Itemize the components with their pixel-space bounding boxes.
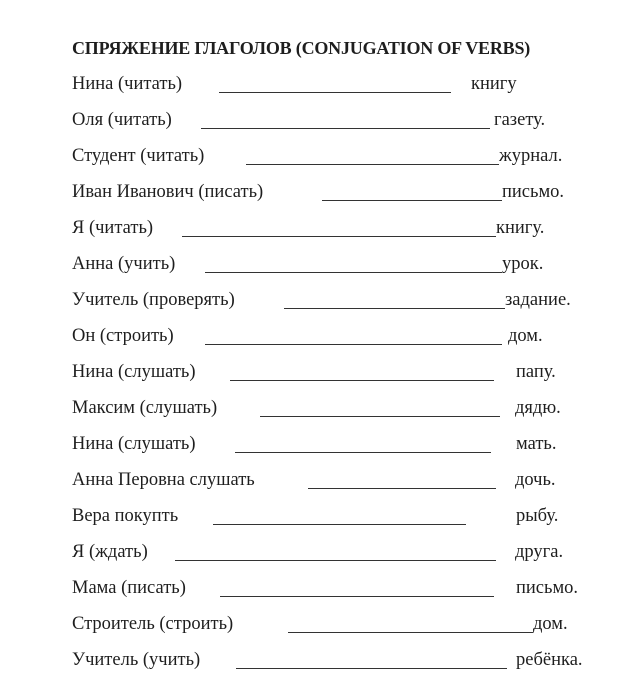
answer-blank[interactable]	[230, 380, 494, 381]
exercise-row	[72, 542, 632, 566]
answer-blank[interactable]	[288, 632, 533, 633]
answer-blank[interactable]	[182, 236, 496, 237]
subject-text: Он (строить)	[72, 326, 174, 346]
answer-blank[interactable]	[201, 128, 490, 129]
exercise-row	[72, 578, 632, 602]
object-text: мать.	[516, 434, 557, 454]
exercise-row	[72, 182, 632, 206]
subject-text: Максим (слушать)	[72, 398, 218, 418]
exercise-row	[72, 254, 632, 278]
object-text: урок.	[502, 254, 544, 274]
object-text: книгу	[471, 74, 517, 94]
object-text: дочь.	[515, 470, 556, 490]
subject-text: Мама (писать)	[72, 578, 186, 598]
exercise-row	[72, 506, 632, 530]
subject-text: Строитель (строить)	[72, 614, 234, 634]
object-text: задание.	[505, 290, 571, 310]
subject-text: Я (ждать)	[72, 542, 148, 562]
exercise-row	[72, 362, 632, 386]
object-text: рыбу.	[516, 506, 559, 526]
exercise-row	[72, 146, 632, 170]
subject-text: Вера покупть	[72, 506, 179, 526]
answer-blank[interactable]	[219, 92, 451, 93]
exercise-row	[72, 434, 632, 458]
answer-blank[interactable]	[205, 344, 502, 345]
subject-text: Учитель (проверять)	[72, 290, 235, 310]
exercise-row	[72, 74, 632, 98]
subject-text: Иван Иванович (писать)	[72, 182, 264, 202]
subject-text: Анна (учить)	[72, 254, 176, 274]
exercise-row	[72, 614, 632, 638]
exercise-row	[72, 398, 632, 422]
subject-text: Я (читать)	[72, 218, 154, 238]
subject-text: Нина (читать)	[72, 74, 183, 94]
object-text: друга.	[515, 542, 564, 562]
answer-blank[interactable]	[322, 200, 502, 201]
object-text: папу.	[516, 362, 556, 382]
answer-blank[interactable]	[236, 668, 507, 669]
answer-blank[interactable]	[205, 272, 502, 273]
exercise-row	[72, 218, 632, 242]
answer-blank[interactable]	[308, 488, 496, 489]
object-text: письмо.	[502, 182, 565, 202]
object-text: дом.	[533, 614, 568, 634]
answer-blank[interactable]	[235, 452, 491, 453]
subject-text: Анна Перовна слушать	[72, 470, 255, 490]
subject-text: Нина (слушать)	[72, 434, 196, 454]
object-text: книгу.	[496, 218, 545, 238]
object-text: ребёнка.	[516, 650, 583, 670]
object-text: письмо.	[516, 578, 579, 598]
object-text: дом.	[508, 326, 543, 346]
subject-text: Учитель (учить)	[72, 650, 201, 670]
object-text: журнал.	[499, 146, 563, 166]
exercise-row	[72, 470, 632, 494]
exercise-row	[72, 650, 632, 674]
subject-text: Нина (слушать)	[72, 362, 196, 382]
subject-text: Студент (читать)	[72, 146, 205, 166]
answer-blank[interactable]	[260, 416, 500, 417]
exercise-row	[72, 110, 632, 134]
object-text: дядю.	[515, 398, 561, 418]
answer-blank[interactable]	[284, 308, 505, 309]
subject-text: Оля (читать)	[72, 110, 172, 130]
page-title: СПРЯЖЕНИЕ ГЛАГОЛОВ (CONJUGATION OF VERBS)	[72, 38, 531, 58]
answer-blank[interactable]	[175, 560, 496, 561]
answer-blank[interactable]	[246, 164, 499, 165]
object-text: газету.	[494, 110, 546, 130]
exercise-row	[72, 290, 632, 314]
answer-blank[interactable]	[213, 524, 466, 525]
exercise-row	[72, 326, 632, 350]
answer-blank[interactable]	[220, 596, 494, 597]
